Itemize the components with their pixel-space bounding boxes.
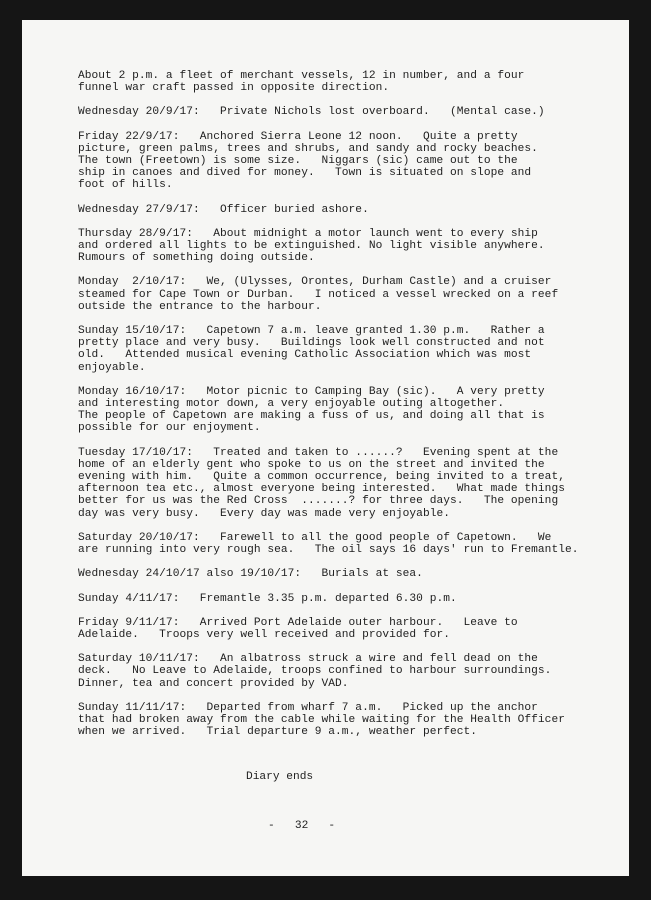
diary-entry-monday-2-10: Monday 2/10/17: We, (Ulysses, Orontes, Durham Castle) and a cruiser steamed for Cape Town or Durban. I noticed a vessel wrecked on a reef outside the entrance to the harbour. xyxy=(78,276,559,313)
diary-paragraph: About 2 p.m. a fleet of merchant vessels, 12 in number, and a four funnel war craft passed in opposite direction. xyxy=(78,70,525,95)
diary-entry-thursday-28-9: Thursday 28/9/17: About midnight a motor launch went to every ship and ordered all lights to be extinguished. No light visible anywhere. Rumours of something doing outside. xyxy=(78,227,545,265)
diary-body xyxy=(78,70,618,750)
diary-entry-sunday-4-11: Sunday 4/11/17: Fremantle 3.35 p.m. departed 6.30 p.m. xyxy=(78,592,457,605)
diary-entry-saturday-10-11: Saturday 10/11/17: An albatross struck a wire and fell dead on the deck. No Leave to Adelaide, troops confined to harbour surroundings. Dinner, tea and concert provided by VAD. xyxy=(78,653,552,690)
diary-entry-wednesday-24-10: Wednesday 24/10/17 also 19/10/17: Burials at sea. xyxy=(78,568,423,581)
diary-entry-friday-9-11: Friday 9/11/17: Arrived Port Adelaide outer harbour. Leave to Adelaide. Troops very well received and provided for. xyxy=(78,616,518,641)
diary-ends-label: Diary ends xyxy=(246,771,314,783)
page-number: - 32 - xyxy=(268,820,336,832)
diary-entry-sunday-15-10: Sunday 15/10/17: Capetown 7 a.m. leave granted 1.30 p.m. Rather a pretty place and very busy. Buildings look well constructed and not old. Attended musical evening Catholic Association which was most enjoyable. xyxy=(78,325,545,374)
diary-entry-wednesday-27-9: Wednesday 27/9/17: Officer buried ashore. xyxy=(78,203,369,216)
diary-entry-wednesday-20-9: Wednesday 20/9/17: Private Nichols lost overboard. (Mental case.) xyxy=(78,106,545,119)
diary-entry-friday-22-9: Friday 22/9/17: Anchored Sierra Leone 12 noon. Quite a pretty picture, green palms, trees and shrubs, and sandy and rocky beaches. The town (Freetown) is some size. Niggars (sic) came out to the ship in canoes and dived for money. Town is situated on slope and foot of hills. xyxy=(78,130,538,192)
diary-entry-monday-16-10: Monday 16/10/17: Motor picnic to Camping Bay (sic). A very pretty and interesting motor down, a very enjoyable outing altogether. The people of Capetown are making a fuss of us, and doing all that is possible for our enjoyment. xyxy=(78,385,545,435)
diary-entry-sunday-11-11: Sunday 11/11/17: Departed from wharf 7 a.m. Picked up the anchor that had broken away from the cable while waiting for the Health Officer when we arrived. Trial departure 9 a.m., weather perfect. xyxy=(78,701,565,739)
diary-entry-tuesday-17-10: Tuesday 17/10/17: Treated and taken to ......? Evening spent at the home of an elderly gent who spoke to us on the street and invited the evening with him. Quite a common occurrence, being invited to a treat, afternoon tea etc., almost everyone being interested. What made things better for us was the Red Cross .......? for three days. The opening day was very busy. Every day was made very enjoyable. xyxy=(78,446,565,520)
document-page xyxy=(22,20,629,876)
diary-entry-saturday-20-10: Saturday 20/10/17: Farewell to all the good people of Capetown. We are running into very rough sea. The oil says 16 days' run to Fremantle. xyxy=(78,531,579,557)
